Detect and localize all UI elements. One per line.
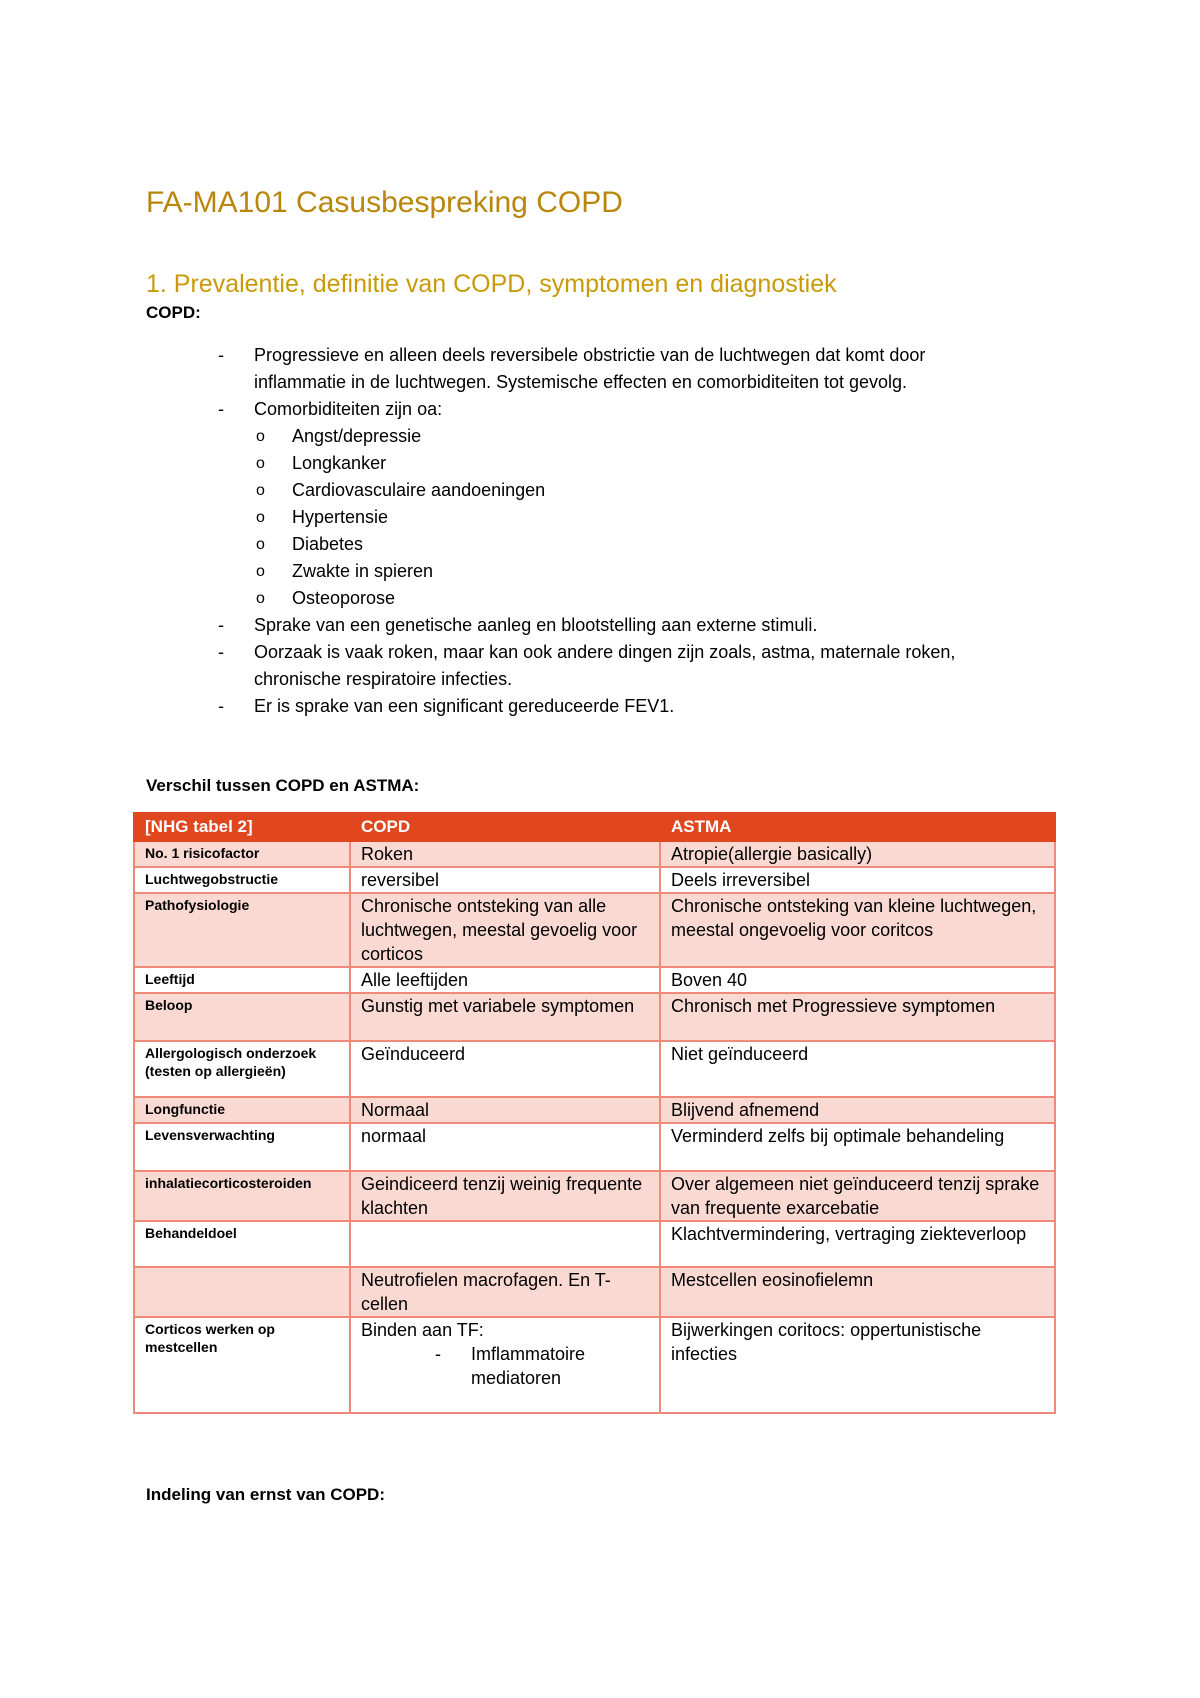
table-row <box>134 1317 1055 1413</box>
copd-cell <box>350 893 660 967</box>
copd-cell <box>350 1123 660 1171</box>
cell-text: Gunstig met variabele symptomen <box>361 996 635 1016</box>
cell-text: reversibel <box>361 870 440 890</box>
copd-cell <box>350 867 660 893</box>
copd-cell <box>350 841 660 867</box>
bullet-item <box>146 612 1066 639</box>
sub-marker: o <box>256 536 265 553</box>
cell-text: Corticos werken op mestcellen <box>145 1321 275 1355</box>
comorbidity-text: Zwakte in spieren <box>292 561 434 581</box>
cell-text: inhalatiecorticosteroiden <box>145 1175 312 1191</box>
astma-cell <box>660 1123 1055 1171</box>
astma-cell <box>660 1041 1055 1097</box>
astma-cell <box>660 967 1055 993</box>
cell-text: Alle leeftijden <box>361 970 469 990</box>
astma-cell <box>660 867 1055 893</box>
comorbidity-text: Cardiovasculaire aandoeningen <box>292 480 546 500</box>
cell-text: Niet geïnduceerd <box>671 1044 809 1064</box>
table-row <box>134 1097 1055 1123</box>
row-label-cell <box>134 993 350 1041</box>
table-header-cell: ASTMA <box>660 813 1055 841</box>
table-row <box>134 967 1055 993</box>
bullet-marker: - <box>435 1344 441 1364</box>
severity-heading: Indeling van ernst van COPD: <box>146 1485 385 1504</box>
cell-text: Chronische ontsteking van kleine luchtwegen, meestal ongevoelig voor coritcos <box>671 896 1037 940</box>
comparison-heading: Verschil tussen COPD en ASTMA: <box>146 776 420 795</box>
copd-cell <box>350 1267 660 1317</box>
row-label-cell <box>134 1097 350 1123</box>
row-label-cell <box>134 893 350 967</box>
section-heading: 1. Prevalentie, definitie van COPD, symptomen en diagnostiek <box>146 270 837 298</box>
copd-bullet-list <box>146 342 1066 720</box>
cell-text: Blijvend afnemend <box>671 1100 820 1120</box>
table-header-cell: [NHG tabel 2] <box>134 813 350 841</box>
copd-cell <box>350 1097 660 1123</box>
cell-text: Allergologisch onderzoek (testen op allergieën) <box>145 1045 317 1079</box>
row-label-cell <box>134 1221 350 1267</box>
copd-cell <box>350 967 660 993</box>
cell-text: Atropie(allergie basically) <box>671 844 873 864</box>
cell-text: Deels irreversibel <box>671 870 811 890</box>
table-row <box>134 1267 1055 1317</box>
copd-cell <box>350 993 660 1041</box>
bullet-marker: - <box>218 615 224 635</box>
bullet-item <box>146 342 1066 396</box>
sub-marker: o <box>256 590 265 607</box>
table-header-row <box>134 813 1055 841</box>
comorbidity-item <box>146 504 1066 531</box>
row-label-cell <box>134 867 350 893</box>
table-row <box>134 1171 1055 1221</box>
row-label-cell <box>134 841 350 867</box>
sub-marker: o <box>256 509 265 526</box>
cell-text: Luchtwegobstructie <box>145 871 279 887</box>
cell-text: Beloop <box>145 997 193 1013</box>
bullet-item <box>146 693 1066 720</box>
astma-cell <box>660 993 1055 1041</box>
row-label-cell <box>134 1317 350 1413</box>
table-row <box>134 1041 1055 1097</box>
cell-text: Klachtvermindering, vertraging ziekteverloop <box>671 1224 1027 1244</box>
copd-cell <box>350 1221 660 1267</box>
table-row <box>134 1123 1055 1171</box>
sub-marker: o <box>256 455 265 472</box>
astma-cell <box>660 1171 1055 1221</box>
comorbidity-text: Hypertensie <box>292 507 389 527</box>
cell-text: Mestcellen eosinofielemn <box>671 1270 874 1290</box>
copd-astma-table <box>133 812 1056 1414</box>
bullet-line: inflammatie in de luchtwegen. Systemische effecten en comorbiditeiten tot gevolg. <box>254 372 908 392</box>
cell-text: Behandeldoel <box>145 1225 237 1241</box>
bullet-line: Sprake van een genetische aanleg en blootstelling aan externe stimuli. <box>254 615 818 635</box>
cell-text: Geindiceerd tenzij weinig frequente klachten <box>361 1174 643 1218</box>
sub-marker: o <box>256 482 265 499</box>
astma-cell <box>660 841 1055 867</box>
sub-marker: o <box>256 428 265 445</box>
comorbidity-item <box>146 558 1066 585</box>
astma-cell <box>660 1221 1055 1267</box>
astma-cell <box>660 1097 1055 1123</box>
cell-text: Bijwerkingen coritocs: oppertunistische infecties <box>671 1320 982 1364</box>
astma-cell <box>660 1317 1055 1413</box>
document-title: FA-MA101 Casusbespreking COPD <box>146 186 623 219</box>
cell-list-text: Imflammatoire mediatoren <box>471 1344 586 1388</box>
bullet-line: Oorzaak is vaak roken, maar kan ook andere dingen zijn zoals, astma, maternale roken, <box>254 642 956 662</box>
cell-text: Roken <box>361 844 414 864</box>
copd-label: COPD: <box>146 303 201 322</box>
comorbidity-item <box>146 450 1066 477</box>
bullet-line: Er is sprake van een significant gereduceerde FEV1. <box>254 696 675 716</box>
copd-cell <box>350 1041 660 1097</box>
cell-text: Verminderd zelfs bij optimale behandeling <box>671 1126 1005 1146</box>
comorbidity-item <box>146 531 1066 558</box>
cell-text: normaal <box>361 1126 427 1146</box>
cell-text: Chronische ontsteking van alle luchtwegen, meestal gevoelig voor corticos <box>361 896 638 964</box>
comorbidity-text: Diabetes <box>292 534 364 554</box>
table-row <box>134 1221 1055 1267</box>
comorbidity-item <box>146 477 1066 504</box>
table-row <box>134 867 1055 893</box>
astma-cell <box>660 893 1055 967</box>
table-row <box>134 893 1055 967</box>
cell-text: Binden aan TF: <box>361 1320 484 1340</box>
copd-cell <box>350 1171 660 1221</box>
row-label-cell <box>134 1171 350 1221</box>
comorbidity-text: Longkanker <box>292 453 387 473</box>
bullet-line: chronische respiratoire infecties. <box>254 669 513 689</box>
bullet-marker: - <box>218 696 224 716</box>
row-label-cell <box>134 1267 350 1317</box>
cell-text: Boven 40 <box>671 970 748 990</box>
row-label-cell <box>134 1041 350 1097</box>
cell-text: Over algemeen niet geïnduceerd tenzij sprake van frequente exarcebatie <box>671 1174 1040 1218</box>
comorbidity-text: Angst/depressie <box>292 426 422 446</box>
cell-text: Chronisch met Progressieve symptomen <box>671 996 996 1016</box>
cell-text: Neutrofielen macrofagen. En T-cellen <box>361 1270 611 1314</box>
cell-text: Longfunctie <box>145 1101 226 1117</box>
cell-text: Geïnduceerd <box>361 1044 466 1064</box>
bullet-marker: - <box>218 399 224 419</box>
cell-text: Normaal <box>361 1100 430 1120</box>
bullet-item <box>146 396 1066 423</box>
cell-list-item <box>361 1342 651 1390</box>
row-label-cell <box>134 1123 350 1171</box>
bullet-line: Comorbiditeiten zijn oa: <box>254 399 443 419</box>
comorbidity-item <box>146 423 1066 450</box>
cell-text: No. 1 risicofactor <box>145 845 260 861</box>
cell-text: Leeftijd <box>145 971 195 987</box>
bullet-line: Progressieve en alleen deels reversibele obstrictie van de luchtwegen dat komt door <box>254 345 926 365</box>
bullet-marker: - <box>218 345 224 365</box>
table-row <box>134 841 1055 867</box>
comorbidity-item <box>146 585 1066 612</box>
copd-cell <box>350 1317 660 1413</box>
row-label-cell <box>134 967 350 993</box>
bullet-marker: - <box>218 642 224 662</box>
table-header-cell: COPD <box>350 813 660 841</box>
cell-text: Pathofysiologie <box>145 897 250 913</box>
table-row <box>134 993 1055 1041</box>
sub-marker: o <box>256 563 265 580</box>
comorbidity-text: Osteoporose <box>292 588 396 608</box>
bullet-item <box>146 639 1066 693</box>
cell-text: Levensverwachting <box>145 1127 275 1143</box>
astma-cell <box>660 1267 1055 1317</box>
